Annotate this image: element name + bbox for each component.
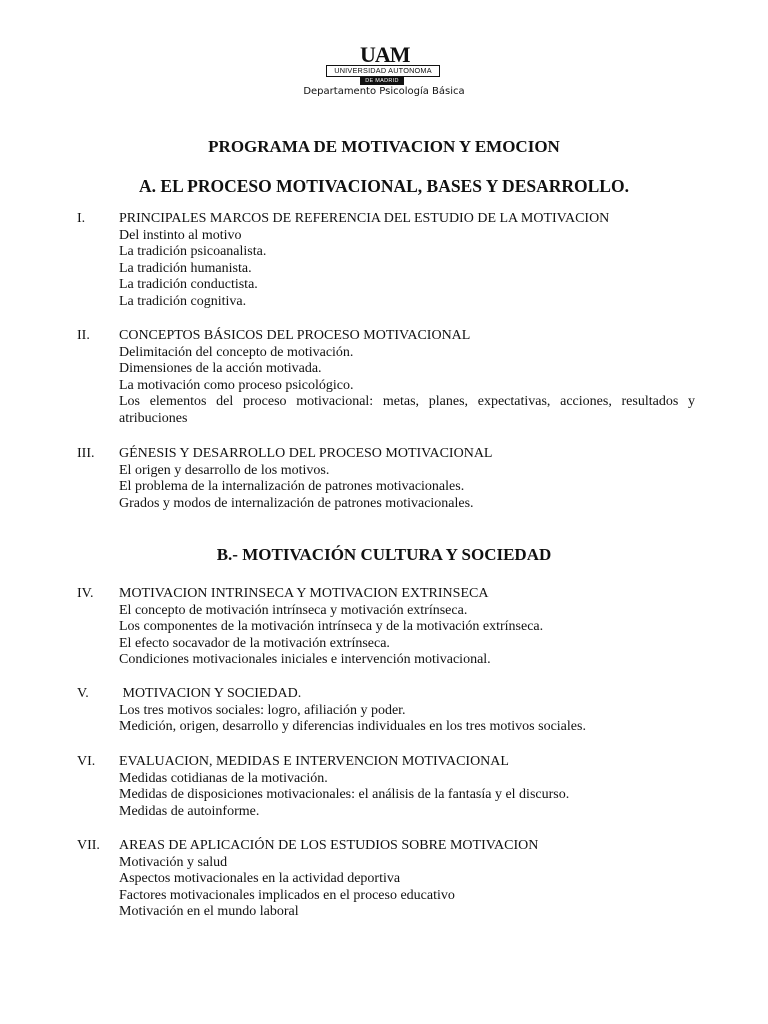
- section-item: Condiciones motivacionales iniciales e intervención motivacional.: [119, 652, 491, 668]
- section-item: El efecto socavador de la motivación extrínseca.: [119, 635, 390, 651]
- section-heading: GÉNESIS Y DESARROLLO DEL PROCESO MOTIVACIONAL: [119, 446, 493, 461]
- logo-sub: DE MADRID: [360, 77, 404, 85]
- section-number: V.: [77, 686, 89, 701]
- section-item: Grados y modos de internalización de patrones motivacionales.: [119, 495, 474, 511]
- section-item: Motivación y salud: [119, 854, 228, 870]
- section-item: El problema de la internalización de patrones motivacionales.: [119, 479, 465, 495]
- section-item: La tradición conductista.: [119, 277, 258, 293]
- section-item: Medidas de autoinforme.: [119, 803, 260, 819]
- document-title: PROGRAMA DE MOTIVACION Y EMOCION: [208, 137, 560, 156]
- section-item: La tradición humanista.: [119, 260, 252, 276]
- part-a-heading: A. EL PROCESO MOTIVACIONAL, BASES Y DESARROLLO.: [139, 176, 629, 196]
- section-item: Los elementos del proceso motivacional: metas, planes, expectativas, acciones, resultados y atribuciones: [119, 394, 695, 426]
- logo-mark: [360, 44, 408, 66]
- section-item: Medidas de disposiciones motivacionales: el análisis de la fantasía y el discurso.: [119, 787, 570, 803]
- section-item: Medición, origen, desarrollo y diferencias individuales en los tres motivos sociales.: [119, 719, 586, 735]
- logo-text: UAM: [360, 42, 410, 67]
- section-item: La tradición cognitiva.: [119, 293, 247, 309]
- section-heading: EVALUACION, MEDIDAS E INTERVENCION MOTIVACIONAL: [119, 754, 509, 769]
- section-item: La motivación como proceso psicológico.: [119, 377, 354, 393]
- logo-name: UNIVERSIDAD AUTONOMA: [334, 66, 432, 75]
- section-item: Delimitación del concepto de motivación.: [119, 344, 354, 360]
- section-number: I.: [77, 211, 86, 226]
- section-number: VI.: [77, 754, 96, 769]
- section-item: Los componentes de la motivación intrínseca y de la motivación extrínseca.: [119, 619, 544, 635]
- section-heading: PRINCIPALES MARCOS DE REFERENCIA DEL ESTUDIO DE LA MOTIVACION: [119, 211, 610, 226]
- section-heading: MOTIVACION Y SOCIEDAD.: [119, 686, 302, 701]
- section-item: Dimensiones de la acción motivada.: [119, 361, 322, 377]
- part-b-heading: B.- MOTIVACIÓN CULTURA Y SOCIEDAD: [216, 545, 552, 564]
- section-item: Motivación en el mundo laboral: [119, 904, 299, 920]
- section-item: El concepto de motivación intrínseca y motivación extrínseca.: [119, 602, 468, 618]
- section-item: Medidas cotidianas de la motivación.: [119, 770, 328, 786]
- section-item: El origen y desarrollo de los motivos.: [119, 462, 330, 478]
- logo-name-box: [326, 65, 440, 77]
- department-name: Departamento Psicología Básica: [303, 86, 465, 97]
- section-item: Del instinto al motivo: [119, 227, 242, 243]
- section-heading: AREAS DE APLICACIÓN DE LOS ESTUDIOS SOBRE MOTIVACION: [119, 838, 539, 853]
- section-item: Aspectos motivacionales en la actividad deportiva: [119, 871, 401, 887]
- section-number: II.: [77, 328, 90, 343]
- university-logo: [326, 44, 440, 86]
- section-number: VII.: [77, 838, 100, 853]
- section-item: Factores motivacionales implicados en el proceso educativo: [119, 887, 455, 903]
- section-item: La tradición psicoanalista.: [119, 244, 267, 260]
- section-heading: MOTIVACION INTRINSECA Y MOTIVACION EXTRINSECA: [119, 586, 489, 601]
- section-item: Los tres motivos sociales: logro, afiliación y poder.: [119, 702, 406, 718]
- section-number: III.: [77, 446, 95, 461]
- section-number: IV.: [77, 586, 94, 601]
- section-heading: CONCEPTOS BÁSICOS DEL PROCESO MOTIVACIONAL: [119, 328, 471, 343]
